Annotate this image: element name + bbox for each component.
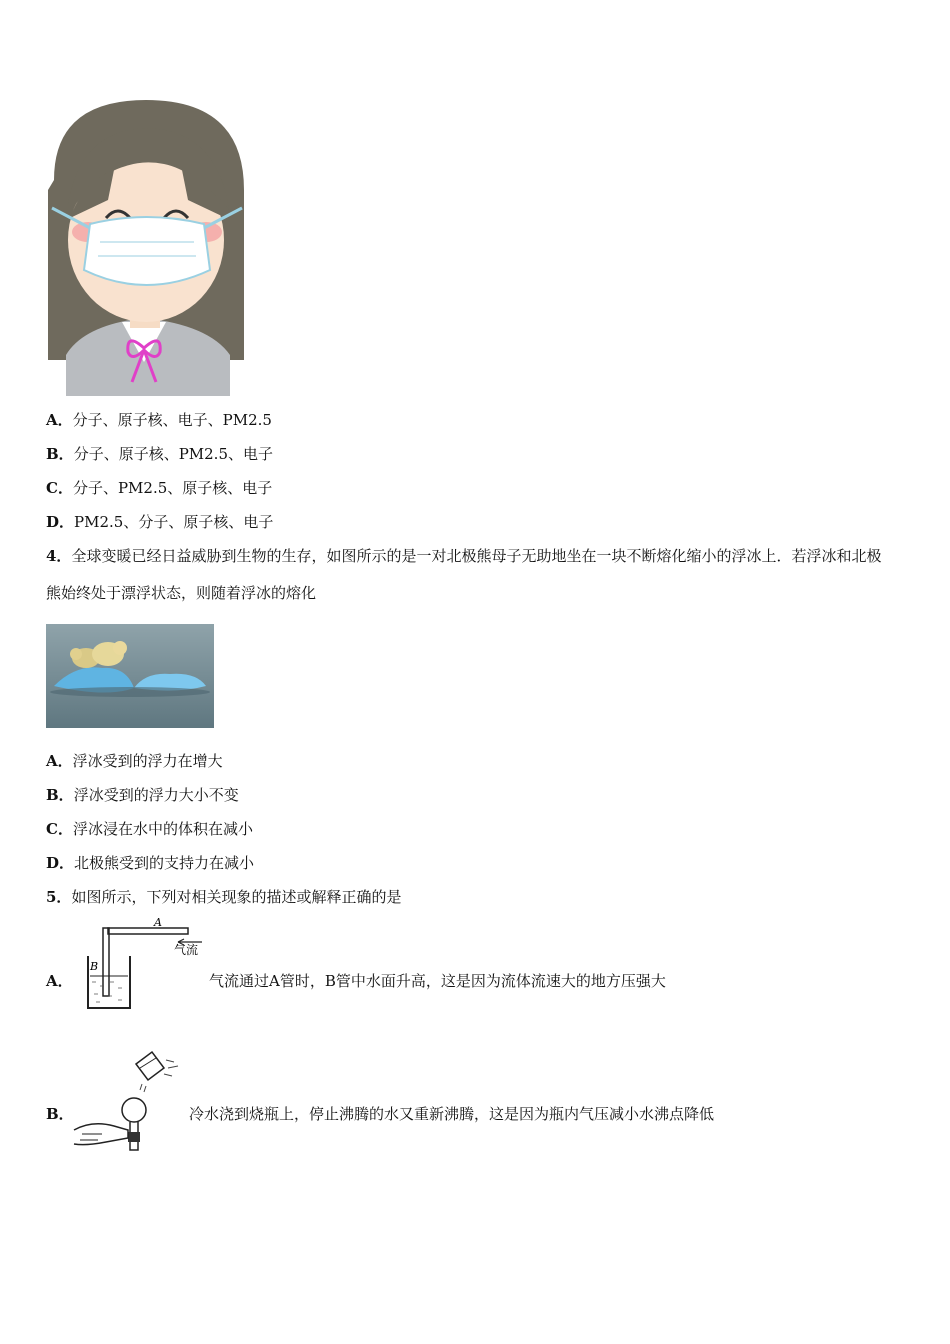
q5-option-a-text <box>209 971 666 991</box>
polar-bear-photo <box>46 624 214 728</box>
option-text: PM2.5、分子、原子核、电子 <box>74 513 274 531</box>
q5-option-a-letter[interactable] <box>46 971 73 991</box>
q4-option-b[interactable] <box>46 785 239 805</box>
q3-option-d[interactable] <box>46 512 273 532</box>
q4-option-d[interactable] <box>46 853 254 873</box>
q3-option-c[interactable] <box>46 478 272 498</box>
flask-cold-water-figure <box>72 1050 188 1160</box>
label-airflow: 气流 <box>174 943 199 957</box>
q3-option-b[interactable] <box>46 444 273 464</box>
option-text: 浮冰受到的浮力在增大 <box>72 752 223 770</box>
option-letter: B． <box>46 445 74 463</box>
option-text: 浮冰浸在水中的体积在减小 <box>72 820 253 838</box>
option-text: 冷水浇到烧瓶上，停止沸腾的水又重新沸腾，这是因为瓶内气压减小水沸点降低 <box>189 1105 715 1123</box>
option-letter: A． <box>46 411 73 429</box>
q3-option-a[interactable] <box>46 410 272 430</box>
flask-cold-water-diagram-icon <box>72 1050 188 1160</box>
label-b: B <box>90 960 99 973</box>
option-letter: B． <box>46 786 74 804</box>
question-number: 4． <box>46 547 72 565</box>
option-letter: D． <box>46 513 75 531</box>
tube-airflow-figure <box>78 916 208 1010</box>
option-text: 气流通过A管时，B管中水面升高，这是因为流体流速大的地方压强大 <box>209 972 666 990</box>
question-text: 如图所示，下列对相关现象的描述或解释正确的是 <box>71 888 402 906</box>
q4-option-a[interactable] <box>46 751 223 771</box>
option-text: 分子、PM2.5、原子核、电子 <box>72 479 273 497</box>
question-text: 全球变暖已经日益威胁到生物的生存，如图所示的是一对北极熊母子无助地坐在一块不断熔化缩小的浮冰上．若浮冰和北极熊始终处于漂浮状态，则随着浮冰的熔化 <box>46 547 882 602</box>
option-text: 分子、原子核、电子、PM2.5 <box>72 411 272 429</box>
question-number: 5． <box>46 888 72 906</box>
option-letter: C． <box>46 479 73 497</box>
label-a: A <box>154 916 162 929</box>
option-letter: B． <box>46 1105 74 1123</box>
option-text: 分子、原子核、PM2.5、电子 <box>73 445 273 463</box>
q4-option-c[interactable] <box>46 819 253 839</box>
girl-wearing-face-mask-icon <box>44 100 248 396</box>
option-letter: A． <box>46 972 73 990</box>
tube-airflow-diagram-icon <box>78 916 208 1010</box>
girl-mask-figure <box>44 100 248 396</box>
q4-stem <box>46 538 896 612</box>
q5-option-b-text <box>189 1104 714 1124</box>
option-text: 浮冰受到的浮力大小不变 <box>73 786 239 804</box>
q5-stem <box>46 887 401 907</box>
q5-option-b-letter[interactable] <box>46 1104 74 1124</box>
option-letter: C． <box>46 820 73 838</box>
option-letter: A． <box>46 752 73 770</box>
option-text: 北极熊受到的支持力在减小 <box>74 854 255 872</box>
polar-bears-on-ice-floe-icon <box>46 624 214 728</box>
option-letter: D． <box>46 854 75 872</box>
